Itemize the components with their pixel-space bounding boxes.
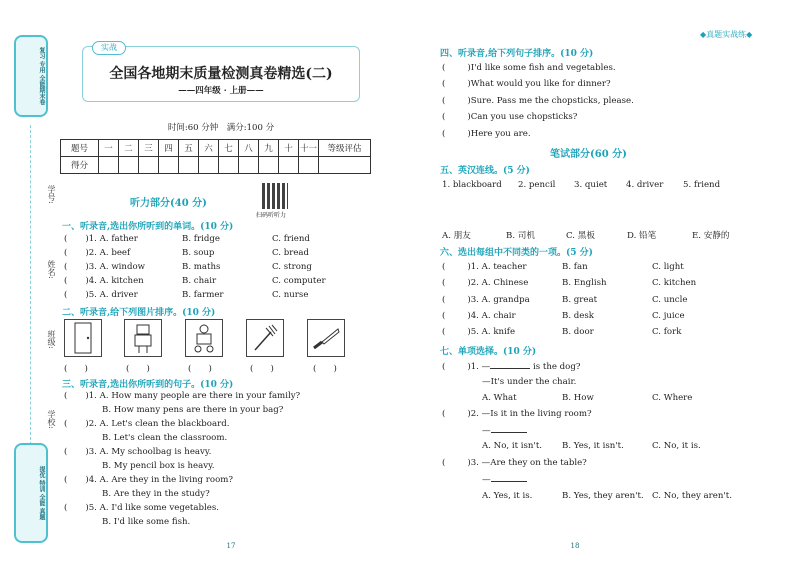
picture-blank[interactable]: ( ) <box>64 364 88 374</box>
page-title: 全国各地期末质量检测真卷精选(二) <box>109 66 333 82</box>
picture-blank[interactable]: ( ) <box>126 364 150 374</box>
question-1-reply: —It's under the chair. <box>482 377 577 387</box>
option-b: B. Let's clean the classroom. <box>102 433 228 443</box>
chinese-word[interactable]: D. 铅笔 <box>627 231 657 241</box>
option-c: C. computer <box>272 276 326 286</box>
score-cell: 等级评估 <box>319 140 371 157</box>
question-3: ( )3. —Are they on the table? <box>442 458 587 468</box>
english-word[interactable]: 3. quiet <box>574 180 608 190</box>
picture-blank[interactable]: ( ) <box>188 364 212 374</box>
student-id-label: 学号: <box>47 185 56 204</box>
bottom-side-badge: 提优 特训 全能 真题 <box>14 443 48 543</box>
list-item: ( )4. A. Are they in the living room? <box>64 475 234 485</box>
list-item: ( )Here you are. <box>442 129 531 139</box>
score-cell: 二 <box>119 140 139 157</box>
answer-blank[interactable] <box>490 361 530 369</box>
chinese-word[interactable]: C. 黑板 <box>566 231 595 241</box>
question-2-reply: — <box>482 425 527 436</box>
question-2: ( )2. —Is it in the living room? <box>442 409 592 419</box>
page-number-right: 18 <box>570 542 580 550</box>
list-item: ( )3. A. My schoolbag is heavy. <box>64 447 212 457</box>
score-cell: 一 <box>99 140 119 157</box>
score-cell: 八 <box>239 140 259 157</box>
option-c: C. bread <box>272 248 310 258</box>
section-1-title: 一、听录音,选出你所听到的单词。(10 分) <box>62 222 234 232</box>
score-cell: 得分 <box>61 157 99 174</box>
question-1: ( )1. — is the dog? <box>442 362 581 372</box>
class-label: 班级: <box>47 330 56 349</box>
option-b: B. desk <box>562 311 594 321</box>
option-c: C. friend <box>272 234 310 244</box>
option-b: B. farmer <box>182 290 224 300</box>
page-number-left: 17 <box>226 542 236 550</box>
list-item: ( )2. A. Let's clean the blackboard. <box>64 419 230 429</box>
score-cell: 十 <box>279 140 299 157</box>
option-c: C. Where <box>652 393 693 403</box>
page-subtitle: ——四年级 · 上册—— <box>178 86 264 96</box>
option-c: C. fork <box>652 327 682 337</box>
robot-picture-icon <box>124 319 162 357</box>
section-3-title: 三、听录音,选出你所听到的句子。(10 分) <box>62 380 234 390</box>
knife-picture-icon <box>307 319 345 357</box>
sidebar-divider <box>30 125 31 465</box>
door-picture-icon <box>64 319 102 357</box>
stamp: 实战 <box>92 41 126 55</box>
list-item: ( )2. A. Chinese <box>442 278 529 288</box>
score-cell: 五 <box>179 140 199 157</box>
option-a: A. What <box>482 393 517 403</box>
option-b: B. maths <box>182 262 221 272</box>
list-item: ( )1. A. How many people are there in your family? <box>64 391 301 401</box>
option-b: B. I'd like some fish. <box>102 517 191 527</box>
time-score-label: 时间:60 分钟 满分:100 分 <box>167 123 275 133</box>
english-word[interactable]: 5. friend <box>683 180 721 190</box>
option-b: B. soup <box>182 248 215 258</box>
score-cell: 九 <box>259 140 279 157</box>
section-4-title: 四、听录音,给下列句子排序。(10 分) <box>440 49 594 59</box>
option-a: A. Yes, it is. <box>482 491 533 501</box>
score-cell: 六 <box>199 140 219 157</box>
written-title: 笔试部分(60 分) <box>550 149 627 160</box>
list-item: ( )2. A. beef <box>64 248 131 258</box>
listening-title: 听力部分(40 分) <box>130 198 207 209</box>
question-3-reply: — <box>482 474 527 485</box>
score-cell: 四 <box>159 140 179 157</box>
qr-caption: 扫码听听力 <box>256 212 287 219</box>
english-word[interactable]: 2. pencil <box>518 180 556 190</box>
option-c: C. kitchen <box>652 278 697 288</box>
answer-blank[interactable] <box>491 474 527 482</box>
option-c: C. No, it is. <box>652 441 701 451</box>
option-c: C. strong <box>272 262 312 272</box>
chinese-word[interactable]: A. 朋友 <box>442 231 471 241</box>
option-a: A. No, it isn't. <box>482 441 543 451</box>
english-word[interactable]: 1. blackboard <box>442 180 502 190</box>
qr-code-icon[interactable] <box>262 183 288 209</box>
option-c: C. No, they aren't. <box>652 491 732 501</box>
english-word[interactable]: 4. driver <box>626 180 664 190</box>
list-item: ( )1. A. father <box>64 234 138 244</box>
option-b: B. Yes, it isn't. <box>562 441 624 451</box>
score-cell: 十一 <box>299 140 319 157</box>
school-label: 学校: <box>47 410 56 429</box>
fork-picture-icon <box>246 319 284 357</box>
left-sidebar <box>14 35 56 545</box>
header-badge: ◆真题实战练◆ <box>700 30 753 39</box>
score-cell: 三 <box>139 140 159 157</box>
list-item: ( )Can you use chopsticks? <box>442 112 578 122</box>
option-b: B. My pencil box is heavy. <box>102 461 215 471</box>
list-item: ( )3. A. window <box>64 262 145 272</box>
section-2-title: 二、听录音,给下列图片排序。(10 分) <box>62 308 216 318</box>
option-b: B. great <box>562 295 598 305</box>
section-7-title: 七、单项选择。(10 分) <box>440 347 537 357</box>
list-item: ( )4. A. chair <box>442 311 516 321</box>
score-table <box>60 139 371 174</box>
option-c: C. light <box>652 262 684 272</box>
top-side-badge: 复习 专用 全能期末卷 <box>14 35 48 117</box>
chinese-word[interactable]: E. 安静的 <box>692 231 730 241</box>
option-c: C. nurse <box>272 290 309 300</box>
list-item: ( )5. A. knife <box>442 327 516 337</box>
option-b: B. How <box>562 393 594 403</box>
student-name-label: 姓名: <box>47 260 56 279</box>
answer-blank[interactable] <box>491 425 527 433</box>
score-cell: 题号 <box>61 140 99 157</box>
list-item: ( )Sure. Pass me the chopsticks, please. <box>442 96 634 106</box>
list-item: ( )3. A. grandpa <box>442 295 530 305</box>
option-b: B. How many pens are there in your bag? <box>102 405 284 415</box>
option-b: B. Yes, they aren't. <box>562 491 644 501</box>
list-item: ( )1. A. teacher <box>442 262 527 272</box>
option-b: B. chair <box>182 276 217 286</box>
list-item: ( )I'd like some fish and vegetables. <box>442 63 616 73</box>
picture-blank[interactable]: ( ) <box>313 364 337 374</box>
section-5-title: 五、英汉连线。(5 分) <box>440 166 530 176</box>
list-item: ( )5. A. driver <box>64 290 138 300</box>
option-b: B. Are they in the study? <box>102 489 210 499</box>
list-item: ( )5. A. I'd like some vegetables. <box>64 503 219 513</box>
option-c: C. uncle <box>652 295 688 305</box>
score-cell: 七 <box>219 140 239 157</box>
picture-blank[interactable]: ( ) <box>250 364 274 374</box>
option-b: B. fan <box>562 262 588 272</box>
option-b: B. door <box>562 327 594 337</box>
driver-picture-icon <box>185 319 223 357</box>
option-b: B. English <box>562 278 607 288</box>
option-b: B. fridge <box>182 234 220 244</box>
list-item: ( )What would you like for dinner? <box>442 79 611 89</box>
option-c: C. juice <box>652 311 685 321</box>
list-item: ( )4. A. kitchen <box>64 276 144 286</box>
section-6-title: 六、选出每组中不同类的一项。(5 分) <box>440 248 593 258</box>
chinese-word[interactable]: B. 司机 <box>506 231 535 241</box>
